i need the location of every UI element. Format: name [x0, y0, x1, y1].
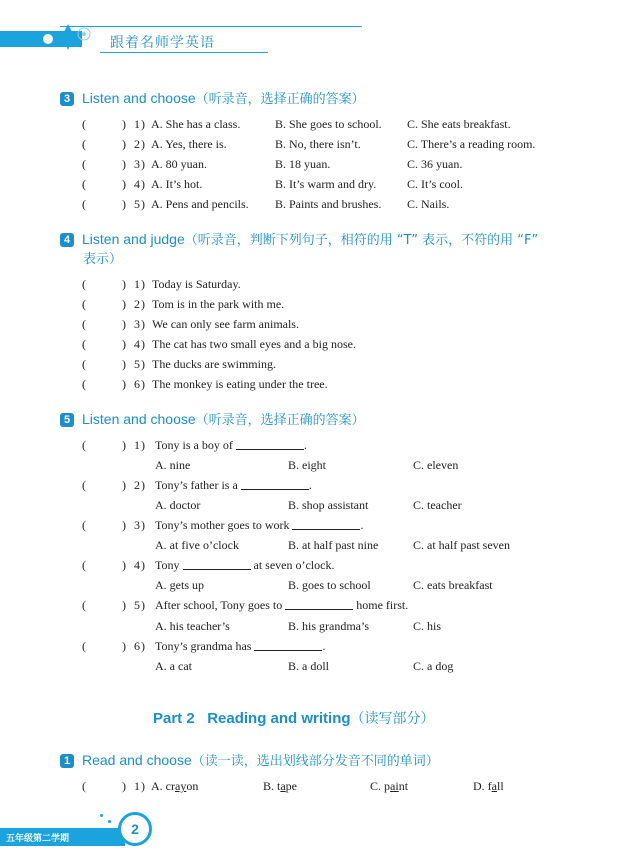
list-item: ( ) 6 ) The monkey is eating under the tree. — [82, 377, 328, 391]
option-b: B. She goes to school. — [275, 117, 382, 131]
option-b: B. goes to school — [288, 578, 371, 592]
section-title: Listen and choose — [82, 411, 196, 427]
item-number: 2 — [134, 297, 140, 311]
list-item: ( ) 3 ) — [82, 157, 145, 171]
option-c: C. Nails. — [407, 197, 450, 211]
list-item: ( ) 1 ) — [82, 779, 145, 793]
answer-paren[interactable]: ( — [82, 478, 86, 492]
list-item: ( ) 4 ) — [82, 177, 145, 191]
question-text-end: . — [308, 478, 312, 492]
section-5-heading — [60, 409, 365, 428]
option-b: B. at half past nine — [288, 538, 379, 552]
option-a: A. crayon — [151, 779, 199, 793]
question-text: After school, Tony goes to — [155, 598, 283, 612]
item-number: 3 — [134, 317, 140, 331]
list-item: ( ) 3 ) Tony’s mother goes to work . — [82, 518, 364, 532]
header-floral-icon — [60, 22, 96, 54]
section-title: Listen and choose — [82, 90, 196, 106]
list-item: ( ) 1 ) Today is Saturday. — [82, 277, 241, 291]
footer-label: 五年级第二学期 — [6, 834, 70, 844]
question-text: Tony — [155, 558, 180, 572]
option-c: C. It’s cool. — [407, 177, 463, 191]
part-2-heading — [153, 708, 435, 728]
question-text-end: . — [360, 518, 364, 532]
section-rw-1-heading — [60, 750, 439, 769]
fill-blank[interactable] — [285, 598, 353, 610]
item-number: 5 — [134, 357, 140, 371]
page-number: 2 — [118, 812, 152, 846]
item-number: 1 — [134, 438, 140, 452]
answer-paren[interactable]: ( — [82, 317, 86, 331]
answer-paren[interactable]: ( — [82, 117, 86, 131]
statement: Tom is in the park with me. — [152, 297, 285, 311]
answer-paren[interactable]: ( — [82, 639, 86, 653]
question-text: Tony’s father is a — [155, 478, 238, 492]
answer-paren[interactable]: ( — [82, 598, 86, 612]
item-number: 1 — [134, 117, 140, 131]
header-circle-ornament — [40, 31, 56, 47]
option-c: C. There’s a reading room. — [407, 137, 536, 151]
list-item: ( ) 4 ) Tony at seven o’clock. — [82, 558, 335, 572]
item-number: 4 — [134, 558, 140, 572]
list-item: ( ) 5 ) — [82, 197, 145, 211]
list-item: ( ) 2 ) Tom is in the park with me. — [82, 297, 285, 311]
header-title: 跟着名师学英语 — [110, 35, 215, 51]
option-b: B. It’s warm and dry. — [275, 177, 377, 191]
option-b: B. his grandma’s — [288, 619, 369, 633]
fill-blank[interactable] — [241, 478, 309, 490]
option-a: A. 80 yuan. — [151, 157, 207, 171]
item-number: 4 — [134, 177, 140, 191]
question-text-end: . — [303, 438, 307, 452]
list-item: ( ) 1 ) — [82, 117, 145, 131]
section-title-cn-cont: 表示） — [83, 252, 123, 267]
section-4-heading — [60, 229, 538, 248]
option-a: A. Pens and pencils. — [151, 197, 249, 211]
list-item: ( ) 5 ) After school, Tony goes to home first. — [82, 598, 409, 612]
option-a: A. She has a class. — [151, 117, 241, 131]
question-text: Tony’s mother goes to work — [155, 518, 290, 532]
header-rule-top — [60, 26, 362, 27]
option-c: C. 36 yuan. — [407, 157, 463, 171]
section-number-badge: 3 — [60, 92, 74, 106]
option-c: C. a dog — [413, 659, 454, 673]
question-text: Tony is a boy of — [155, 438, 233, 452]
option-a: A. a cat — [155, 659, 192, 673]
item-number: 6 — [134, 639, 140, 653]
item-number: 6 — [134, 377, 140, 391]
section-3-heading — [60, 88, 365, 107]
answer-paren[interactable]: ( — [82, 518, 86, 532]
statement: Today is Saturday. — [152, 277, 241, 291]
item-number: 2 — [134, 137, 140, 151]
answer-paren[interactable]: ( — [82, 357, 86, 371]
section-title-cn: （听录音，选择正确的答案） — [195, 413, 365, 428]
answer-paren[interactable]: ( — [82, 779, 86, 793]
option-a: A. Yes, there is. — [151, 137, 227, 151]
question-text: Tony’s grandma has — [155, 639, 252, 653]
option-d: D. fall — [473, 779, 504, 793]
item-number: 1 — [134, 277, 140, 291]
list-item: ( ) 6 ) Tony’s grandma has . — [82, 639, 326, 653]
section-number-badge: 1 — [60, 754, 74, 768]
option-a: A. nine — [155, 458, 191, 472]
option-b: B. a doll — [288, 659, 329, 673]
answer-paren[interactable]: ( — [82, 558, 86, 572]
fill-blank[interactable] — [236, 438, 304, 450]
option-c: C. eats breakfast — [413, 578, 493, 592]
item-number: 3 — [134, 518, 140, 532]
question-text-end: home first. — [356, 598, 409, 612]
question-text-end: . — [322, 639, 326, 653]
answer-paren[interactable]: ( — [82, 337, 86, 351]
part-2-title: Part 2 Reading and writing — [153, 710, 351, 727]
option-a: A. It’s hot. — [151, 177, 203, 191]
option-c: C. paint — [370, 779, 409, 793]
list-item: ( ) 5 ) The ducks are swimming. — [82, 357, 276, 371]
section-title-cn: （听录音，选择正确的答案） — [195, 92, 365, 107]
option-c: C. at half past seven — [413, 538, 510, 552]
statement: The ducks are swimming. — [152, 357, 276, 371]
section-title: Read and choose — [82, 752, 192, 768]
item-number: 4 — [134, 337, 140, 351]
list-item: ( ) 3 ) We can only see farm animals. — [82, 317, 299, 331]
list-item: ( ) 1 ) Tony is a boy of . — [82, 438, 307, 452]
item-number: 5 — [134, 197, 140, 211]
list-item: ( ) 2 ) Tony’s father is a . — [82, 478, 312, 492]
part-2-title-cn: （读写部分） — [350, 711, 435, 727]
fill-blank[interactable] — [254, 639, 322, 651]
option-c: C. teacher — [413, 498, 462, 512]
footer-dot-ornament — [100, 814, 103, 817]
option-c: C. his — [413, 619, 442, 633]
answer-paren[interactable]: ( — [82, 438, 86, 452]
option-b: B. eight — [288, 458, 326, 472]
item-number: 5 — [134, 598, 140, 612]
answer-paren[interactable]: ( — [82, 197, 86, 211]
item-number: 2 — [134, 478, 140, 492]
option-a: A. his teacher’s — [155, 619, 230, 633]
section-number-badge: 5 — [60, 413, 74, 427]
answer-paren[interactable]: ( — [82, 297, 86, 311]
statement: The cat has two small eyes and a big nose. — [152, 337, 356, 351]
option-b: B. shop assistant — [288, 498, 369, 512]
item-number: 1 — [134, 779, 140, 793]
statement: We can only see farm animals. — [152, 317, 299, 331]
option-c: C. eleven — [413, 458, 459, 472]
option-b: B. Paints and brushes. — [275, 197, 382, 211]
option-c: C. She eats breakfast. — [407, 117, 511, 131]
fill-blank[interactable] — [183, 558, 251, 570]
option-b: B. 18 yuan. — [275, 157, 331, 171]
option-a: A. doctor — [155, 498, 201, 512]
section-title-cn: （听录音，判断下列句子，相符的用 “T” 表示，不符的用 “F” — [184, 233, 539, 248]
header-rule-bottom — [100, 52, 268, 53]
answer-paren[interactable]: ( — [82, 157, 86, 171]
option-b: B. No, there isn’t. — [275, 137, 361, 151]
option-a: A. gets up — [155, 578, 204, 592]
answer-paren[interactable]: ( — [82, 177, 86, 191]
question-text-end: at seven o’clock. — [253, 558, 335, 572]
statement: The monkey is eating under the tree. — [152, 377, 328, 391]
section-number-badge: 4 — [60, 233, 74, 247]
list-item: ( ) 2 ) — [82, 137, 145, 151]
section-title-cn: （读一读，选出划线部分发音不同的单词） — [191, 754, 439, 769]
option-b: B. tape — [263, 779, 297, 793]
item-number: 3 — [134, 157, 140, 171]
footer-dot-ornament — [108, 820, 111, 823]
answer-paren[interactable]: ( — [82, 137, 86, 151]
answer-paren[interactable]: ( — [82, 377, 86, 391]
answer-paren[interactable]: ( — [82, 277, 86, 291]
section-title: Listen and judge — [82, 231, 185, 247]
list-item: ( ) 4 ) The cat has two small eyes and a big nose. — [82, 337, 356, 351]
fill-blank[interactable] — [292, 518, 360, 530]
option-a: A. at five o’clock — [155, 538, 239, 552]
